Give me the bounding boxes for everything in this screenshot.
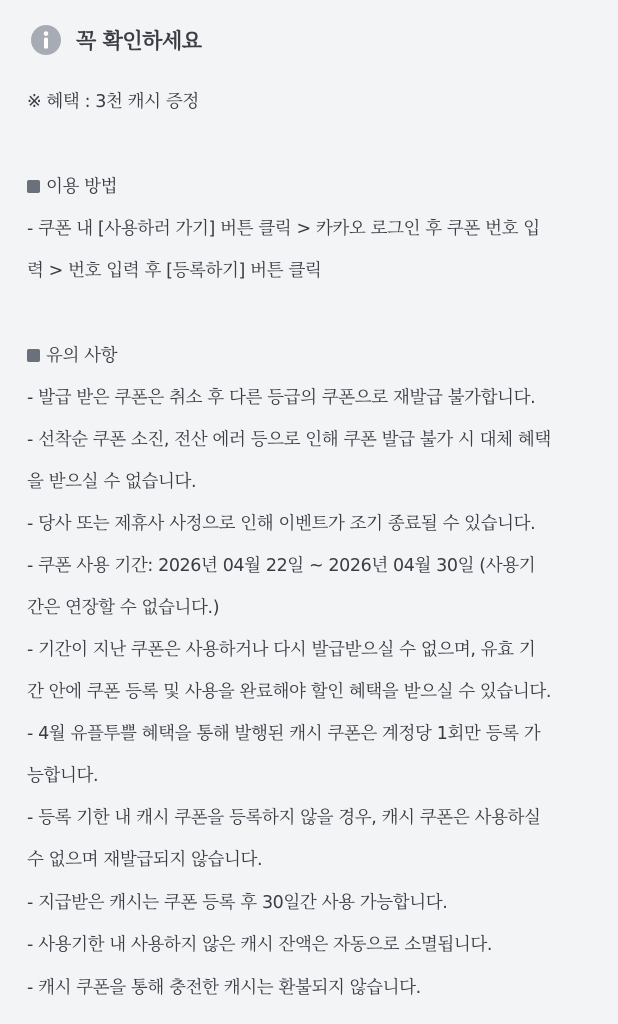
note-line: - 4월 유플투쁠 혜택을 통해 발행된 캐시 쿠폰은 계정당 1회만 등록 가 bbox=[27, 724, 541, 744]
usage-heading-label: 이용 방법 bbox=[46, 177, 118, 197]
benefit-text: ※ 혜택 : 3천 캐시 증정 bbox=[27, 92, 199, 112]
note-line: - 지급받은 캐시는 쿠폰 등록 후 30일간 사용 가능합니다. bbox=[27, 893, 448, 913]
note-line: - 기간이 지난 쿠폰은 사용하거나 다시 발급받으실 수 없으며, 유효 기 bbox=[27, 640, 536, 660]
note-line: - 선착순 쿠폰 소진, 전산 에러 등으로 인해 쿠폰 발급 불가 시 대체 혜택 bbox=[27, 430, 551, 450]
usage-line: 력 > 번호 입력 후 [등록하기] 버튼 클릭 bbox=[27, 261, 322, 281]
notice-header bbox=[31, 23, 202, 57]
note-line: - 쿠폰 사용 기간: 2026년 04월 22일 ~ 2026년 04월 30일 (사용기 bbox=[27, 556, 536, 576]
usage-line: - 쿠폰 내 [사용하러 가기] 버튼 클릭 > 카카오 로그인 후 쿠폰 번호 입 bbox=[27, 219, 540, 239]
notes-heading bbox=[27, 344, 117, 368]
note-line: - 사용기한 내 사용하지 않은 캐시 잔액은 자동으로 소멸됩니다. bbox=[27, 935, 493, 955]
note-line: 을 받으실 수 없습니다. bbox=[27, 472, 197, 492]
info-icon bbox=[31, 25, 61, 55]
note-line: - 당사 또는 제휴사 사정으로 인해 이벤트가 조기 종료될 수 있습니다. bbox=[27, 514, 536, 534]
note-line: 능합니다. bbox=[27, 766, 99, 786]
notice-title: 꼭 확인하세요 bbox=[76, 29, 202, 53]
bottom-fade bbox=[0, 1002, 618, 1024]
note-line: 수 없으며 재발급되지 않습니다. bbox=[27, 850, 263, 870]
note-line: - 캐시 쿠폰을 통해 충전한 캐시는 환불되지 않습니다. bbox=[27, 978, 421, 998]
square-bullet-icon bbox=[27, 349, 40, 362]
notes-heading-label: 유의 사항 bbox=[46, 346, 118, 366]
note-line: 간 안에 쿠폰 등록 및 사용을 완료해야 할인 혜택을 받으실 수 있습니다. bbox=[27, 682, 552, 702]
note-line: - 발급 받은 쿠폰은 취소 후 다른 등급의 쿠폰으로 재발급 불가합니다. bbox=[27, 388, 536, 408]
note-line: - 등록 기한 내 캐시 쿠폰을 등록하지 않을 경우, 캐시 쿠폰은 사용하실 bbox=[27, 808, 541, 828]
square-bullet-icon bbox=[27, 180, 40, 193]
note-line: 간은 연장할 수 없습니다.) bbox=[27, 598, 220, 618]
usage-heading bbox=[27, 175, 117, 199]
